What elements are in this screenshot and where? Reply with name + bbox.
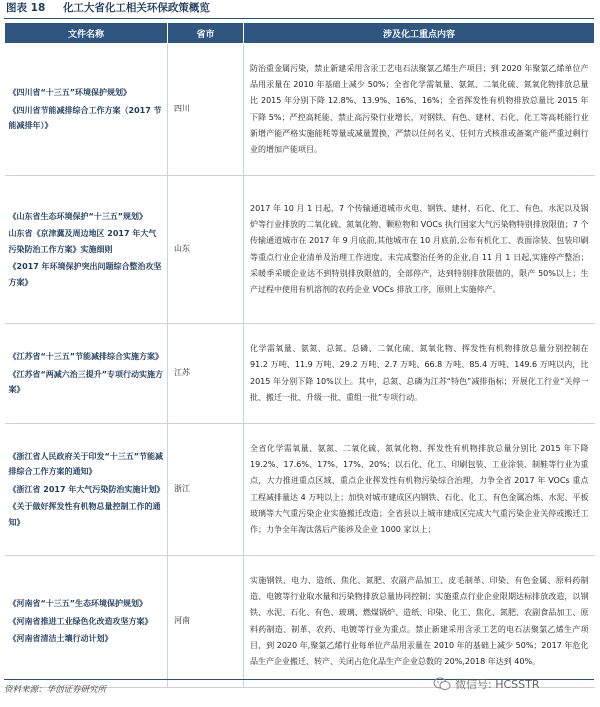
file-name: 《河南省“十三五”生态环境保护规划》 — [8, 599, 148, 609]
table-row-jiangsu — [5, 324, 595, 424]
file-names-cell — [5, 324, 168, 424]
file-name: 《山东省生态环境保护“十三五”规划》 — [8, 211, 148, 221]
file-names-cell — [5, 44, 168, 176]
wechat-icon — [433, 677, 451, 691]
figure-title-bar — [4, 0, 594, 19]
watermark-text: 微信号: HCSSTR — [455, 678, 540, 691]
file-name: 《河南省清洁土壤行动计划》 — [8, 634, 113, 644]
file-name: 《江苏省“两减六治三提升”专项行动实施方案》 — [8, 369, 164, 395]
figure-title: 化工大省化工相关环保政策概览 — [62, 2, 210, 14]
table-row-zhejiang — [5, 424, 595, 556]
content-cell: 化学需氧量、氨氮、总氮、总磷、二氧化硫、氮氧化物、挥发性有机物排放总量分别控制在 91.2 万吨、11.9 万吨、29.2 万吨、2.7 万吨、66.8 万吨、85.4 万吨、149.6 万吨以内，比 2015 年分别下降 10%以上。其中，总氮、总磷为江苏“特色”减排指标；开展化工行业“关停一批、搬迁一批、升级一批、重组一批”专项行动。 — [244, 324, 595, 424]
policy-table — [4, 22, 595, 688]
content-cell: 防治重金属污染，禁止新建采用含汞工艺电石法聚氯乙烯生产项目；到 2020 年聚氯乙烯单位产品用汞量在 2010 年基础上减少 50%；全省化学需氧量、氨氮、二氧化硫、氮氧化物排放总量比 2015 年分别下降 12.8%、13.9%、16%、16%；全省挥发性有机物排放总量比 2015 年下降 5%；严控高耗能、禁止高污染行业增长，对钢铁、有色、建材、石化、化工等高耗能行业新增产能严格实施能耗等量或减量置换，严禁以任何名义、任何方式核准或备案产能严重过剩行业的增加产能项目。 — [244, 44, 595, 176]
file-name: 《四川省“十三五”环境保护规划》 — [8, 88, 132, 98]
file-name: 《关于做好挥发性有机物总量控制工作的通知》 — [8, 502, 161, 527]
table-row-shandong — [5, 176, 595, 324]
file-name: 《江苏省“十三五”节能减排综合实施方案》 — [8, 352, 164, 362]
watermark — [433, 676, 539, 692]
file-name: 《浙江省 2017 年大气污染防治实施计划》 — [8, 484, 165, 494]
table-row-sichuan — [5, 44, 595, 176]
file-name: 《四川省节能减排综合工作方案（2017 节能减排年）》 — [8, 105, 162, 131]
file-name: 《2017 年环境保护突出问题综合整治攻坚方案》 — [8, 262, 162, 287]
province-cell: 江苏 — [168, 324, 244, 424]
figure-number: 图表 18 — [6, 2, 46, 14]
header-key-content: 涉及化工重点内容 — [244, 23, 595, 44]
province-cell: 浙江 — [168, 424, 244, 556]
province-cell: 四川 — [168, 44, 244, 176]
content-cell: 全省化学需氧量、氨氮、二氧化硫、氮氧化物、挥发性有机物排放总量分别比 2015 年下降 19.2%、17.6%、17%、17%、20%；以石化、化工、印刷包装、工业涂装、制鞋等行业为重点，大力推进重点区域、重点企业挥发性有机物污染综合治理，力争全省 2017 年 VOCs 重点工程减排量达 4 万吨以上；加快对城市建成区内钢铁、石化、化工、有色金属冶炼、水泥、平板玻璃等大气重污染企业实施搬迁改造；全省县以上城市建成区完成大气重污染企业关停或搬迁工作；力争全年淘汰落后产能涉及企业 1000 家以上； — [244, 424, 595, 556]
province-cell: 山东 — [168, 176, 244, 324]
content-cell: 2017 年 10 月 1 日起，7 个传输通道城市火电、钢铁、建材、石化、化工、有色、水泥以及锅炉等行业排放的二氧化硫、氮氧化物、颗粒物和 VOCs 执行国家大气污染物特别排放限值；7 个传输通道城市在 2017 年 9 月底前,其他城市在 10 月底前,公布有机化工、表面涂装、包装印刷等重点行业企业清单及治理工作进度。未完成整治任务的企业,自 11 月 1 日起,实施停产整治；采暖季采暖企业达不到特别排放限值的，全部停产，达到特别排放限值的，限产 50%以上；生产过程中使用有机溶剂的农药企业 VOCs 排放工序，原则上实施停产。 — [244, 176, 595, 324]
source-note: 资料来源：华创证券研究所 — [4, 679, 594, 695]
province-cell: 河南 — [168, 556, 244, 688]
file-names-cell — [5, 424, 168, 556]
header-file-name: 文件名称 — [5, 23, 168, 44]
content-cell: 实施钢铁、电力、造纸、焦化、氮肥、农副产品加工、皮毛制革、印染、有色金属、原料药制造、电镀等行业取水量和污染物排放总量协同控制；实施重点行业企业限期达标排放改造，以钢铁、水泥、石化、有色、玻璃、燃煤锅炉、造纸、印染、化工、焦化、氮肥、农副食品加工、原料药制造、制革、农药、电镀等行业为重点。禁止新建采用含汞工艺的电石法聚氯乙烯生产项目，到 2020 年,聚氯乙烯行业每单位产品用汞量在 2010 年的基础上减少 50%；2017 年危化品生产企业搬迁、转产、关闭占危化品生产企业总数的 20%,2018 年达到 40%。 — [244, 556, 595, 688]
file-names-cell — [5, 556, 168, 688]
table-header-row — [5, 23, 595, 44]
table-row-henan — [5, 556, 595, 688]
file-name: 《河南省推进工业绿色化改造攻坚方案》 — [8, 616, 153, 626]
file-names-cell — [5, 176, 168, 324]
file-name: 《浙江省人民政府关于印发“十三五”节能减排综合工作方案的通知》 — [8, 451, 164, 477]
file-name: 山东省《京津冀及周边地区 2017 年大气污染防治工作方案》实施细则 — [8, 229, 157, 254]
header-province: 省市 — [168, 23, 244, 44]
